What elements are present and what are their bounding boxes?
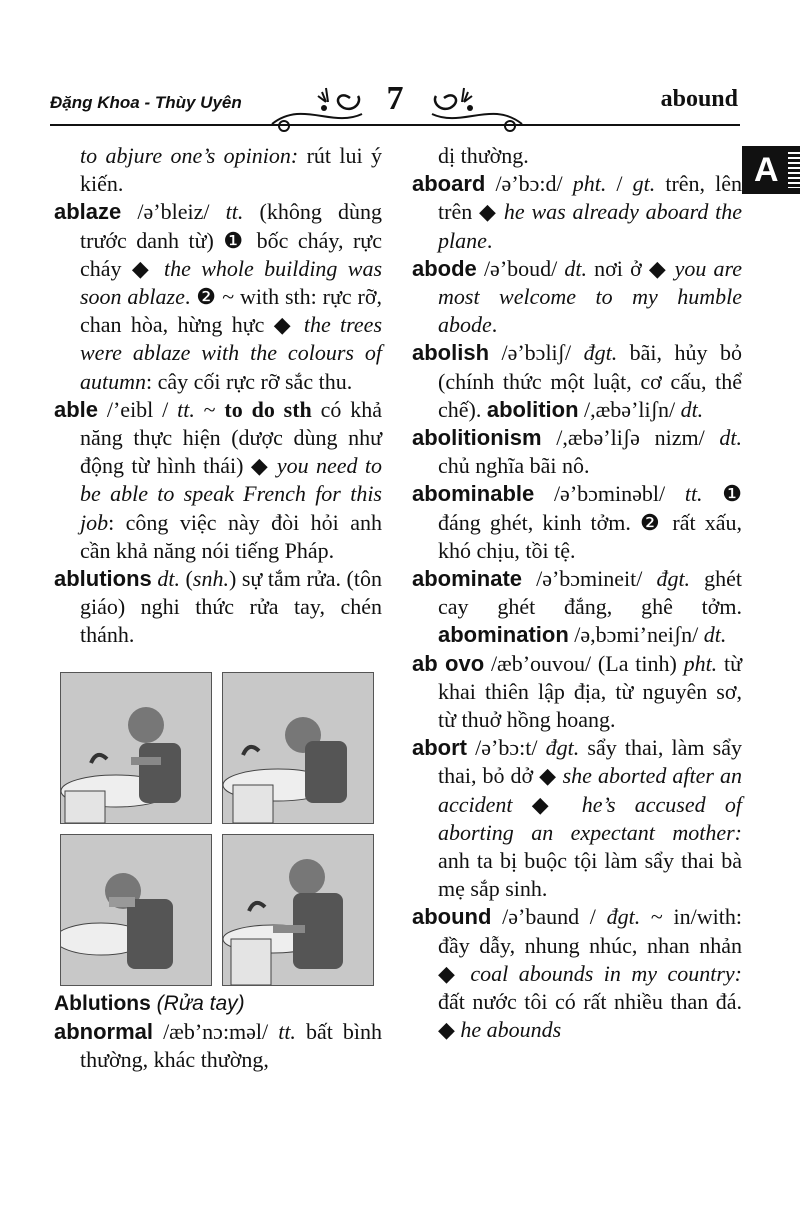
- part-of-speech: dt.: [680, 396, 704, 422]
- pronunciation: /ə’bleiz/: [121, 199, 226, 225]
- pronunciation: /ə’bɔmineit/: [522, 566, 657, 592]
- page-header: [0, 0, 800, 140]
- example-text: she aborted after an accident: [438, 763, 742, 817]
- example-text: he’s accused of aborting an expectant mother:: [438, 791, 742, 845]
- pronunciation: /ə’boud/: [476, 255, 565, 281]
- headword: abolitionism: [412, 425, 542, 451]
- part-of-speech: tt.: [225, 199, 244, 225]
- entry-abode: [412, 255, 742, 340]
- translation-text: anh ta bị buộc tội làm sẩy thai bà mẹ sắp sinh.: [438, 848, 742, 902]
- example-text: to abjure one’s opinion:: [80, 143, 299, 168]
- page-number: 7: [386, 80, 404, 117]
- pronunciation: /ə’bɔminəbl/: [534, 481, 685, 507]
- entry-abound: [412, 903, 742, 1044]
- translation-text: đất nước tôi có rất nhiều than đá. ◆: [438, 989, 742, 1043]
- entry-continuation: [54, 142, 382, 198]
- derived-headword: abomination: [438, 622, 569, 648]
- part-of-speech: tt.: [684, 481, 703, 507]
- entry-abominate: [412, 565, 742, 650]
- ablutions-illustration: [60, 672, 382, 990]
- pronunciation: /’eibl /: [98, 396, 178, 422]
- part-of-speech: đgt.: [606, 904, 641, 930]
- part-of-speech: đgt.: [656, 566, 691, 592]
- entry-abolitionism: [412, 424, 742, 480]
- pronunciation: /ə’baund /: [491, 904, 607, 930]
- illustration-panel-4: [222, 834, 374, 986]
- separator: /: [606, 171, 633, 197]
- definition: sẩy thai, làm sẩy thai, bỏ dở ◆: [438, 735, 742, 789]
- header-rule: [50, 124, 740, 126]
- definition: ~ in/with: đầy dẫy, nhung nhúc, nhan nhản ◆: [438, 904, 742, 986]
- headword: abode: [412, 255, 477, 281]
- headword: abound: [412, 904, 492, 930]
- definition: bãi, hủy bỏ (chính thức một luật, cơ cấu, thể chế).: [438, 340, 742, 422]
- definition: nơi ở ◆: [587, 255, 675, 281]
- definition: ghét cay ghét đắng, ghê tởm.: [438, 566, 742, 620]
- example-text: coal abounds in my country:: [470, 960, 743, 986]
- pronunciation: /ə’bɔliʃ/: [489, 340, 584, 366]
- entry-abnormal: [54, 1018, 382, 1074]
- translation-text: : cây cối rực rỡ sắc thu.: [146, 368, 353, 394]
- headword: abolish: [412, 340, 490, 366]
- pronunciation: /,æbə’liʃə nizm/: [541, 425, 720, 451]
- entry-ablutions: [54, 565, 382, 650]
- illustration-panel-3: [60, 834, 212, 986]
- part-of-speech: dt.: [703, 622, 727, 648]
- entry-abominable: [412, 480, 742, 565]
- translation-text: : công việc này đòi hỏi anh cần khả năng nói tiếng Pháp.: [80, 509, 382, 563]
- part-of-speech: tt.: [278, 1018, 296, 1044]
- grammar-note: snh.: [192, 566, 229, 592]
- entry-ab-ovo: [412, 650, 742, 735]
- example-text: he was already aboard the plane: [438, 199, 742, 253]
- illustration-panel-2: [222, 672, 374, 824]
- example-text: you need to be able to speak French for this job: [80, 453, 383, 535]
- definition: ~: [194, 396, 225, 422]
- left-column: [54, 142, 382, 1074]
- guide-word: abound: [660, 86, 738, 112]
- caption-title: Ablutions: [54, 991, 151, 1015]
- entry-abort: [412, 734, 742, 903]
- headword: abnormal: [54, 1018, 154, 1044]
- example-text: the whole building was soon ablaze: [80, 255, 383, 310]
- headword: abort: [412, 735, 467, 761]
- example-text: the trees were ablaze with the colours of autumn: [80, 312, 383, 394]
- pronunciation: /ə’bɔ:t/: [467, 735, 546, 761]
- headword: able: [54, 396, 99, 422]
- entry-aboard: [412, 170, 742, 255]
- entry-abolish: [412, 339, 742, 424]
- entry-able: [54, 396, 382, 565]
- pronunciation: /ə’bɔ:d/: [485, 171, 573, 197]
- headword: ablaze: [54, 199, 122, 225]
- part-of-speech: dt.: [564, 255, 588, 281]
- part-of-speech: đgt.: [545, 735, 580, 761]
- pronunciation: /æb’ouvou/ (La tinh): [484, 650, 684, 676]
- definition: chủ nghĩa bãi nô.: [438, 453, 590, 479]
- derived-headword: abolition: [486, 396, 579, 422]
- example-text: he abounds: [460, 1017, 562, 1043]
- running-head-authors: Đặng Khoa - Thùy Uyên: [50, 93, 242, 112]
- definition: ❶ đáng ghét, kinh tởm. ❷ rất xấu, khó chịu, tồi tệ.: [438, 481, 742, 563]
- part-of-speech: dt.: [157, 566, 180, 592]
- pronunciation: /æb’nɔ:məl/: [153, 1018, 279, 1044]
- tab-stripes: [788, 152, 800, 188]
- headword: abominable: [412, 481, 535, 507]
- part-of-speech: tt.: [177, 396, 195, 422]
- definition: . ❷ ~ with sth: rực rỡ, chan hòa, hừng hực ◆: [80, 284, 382, 338]
- part-of-speech: pht.: [683, 650, 718, 676]
- pronunciation: /,æbə’liʃn/: [578, 396, 681, 422]
- definition: có khả năng thực hiện (dược dùng như động từ hình thái) ◆: [80, 396, 383, 479]
- usage-pattern: to do sth: [224, 396, 312, 422]
- part-of-speech: dt.: [719, 425, 742, 451]
- right-column: [412, 142, 742, 1045]
- example-text: you are most welcome to my humble abode: [438, 255, 742, 338]
- figure-caption: [54, 990, 382, 1018]
- headword: aboard: [412, 171, 486, 197]
- part-of-speech: đgt.: [583, 340, 618, 366]
- punctuation: .: [486, 227, 493, 253]
- thumb-index-letter: A: [754, 151, 779, 189]
- definition: trên, lên trên ◆: [438, 171, 742, 225]
- thumb-index-tab: [742, 146, 800, 194]
- part-of-speech: gt.: [632, 171, 656, 197]
- punctuation: .: [491, 312, 498, 338]
- separator: ◆: [512, 791, 582, 817]
- definition: (không dùng trước danh từ) ❶ bốc cháy, rực cháy ◆: [80, 199, 382, 281]
- entry-continuation: dị thường.: [438, 143, 529, 168]
- pronunciation: /ə,bɔmi’neiʃn/: [568, 622, 704, 648]
- caption-translation: (Rửa tay): [150, 991, 245, 1015]
- entry-ablaze: [54, 198, 382, 395]
- translation-text: rút lui ý kiến.: [80, 143, 382, 197]
- headword: ab ovo: [412, 650, 485, 676]
- part-of-speech: pht.: [572, 171, 607, 197]
- definition: từ khai thiên lập địa, từ nguyên sơ, từ thuở hồng hoang.: [438, 650, 742, 733]
- definition: bất bình thường, khác thường,: [80, 1018, 382, 1073]
- headword: ablutions: [54, 566, 152, 592]
- illustration-panel-1: [60, 672, 212, 824]
- definition: ) sự tắm rửa. (tôn giáo) nghi thức rửa tay, chén thánh.: [80, 566, 382, 648]
- headword: abominate: [412, 566, 523, 592]
- definition: (: [179, 566, 193, 592]
